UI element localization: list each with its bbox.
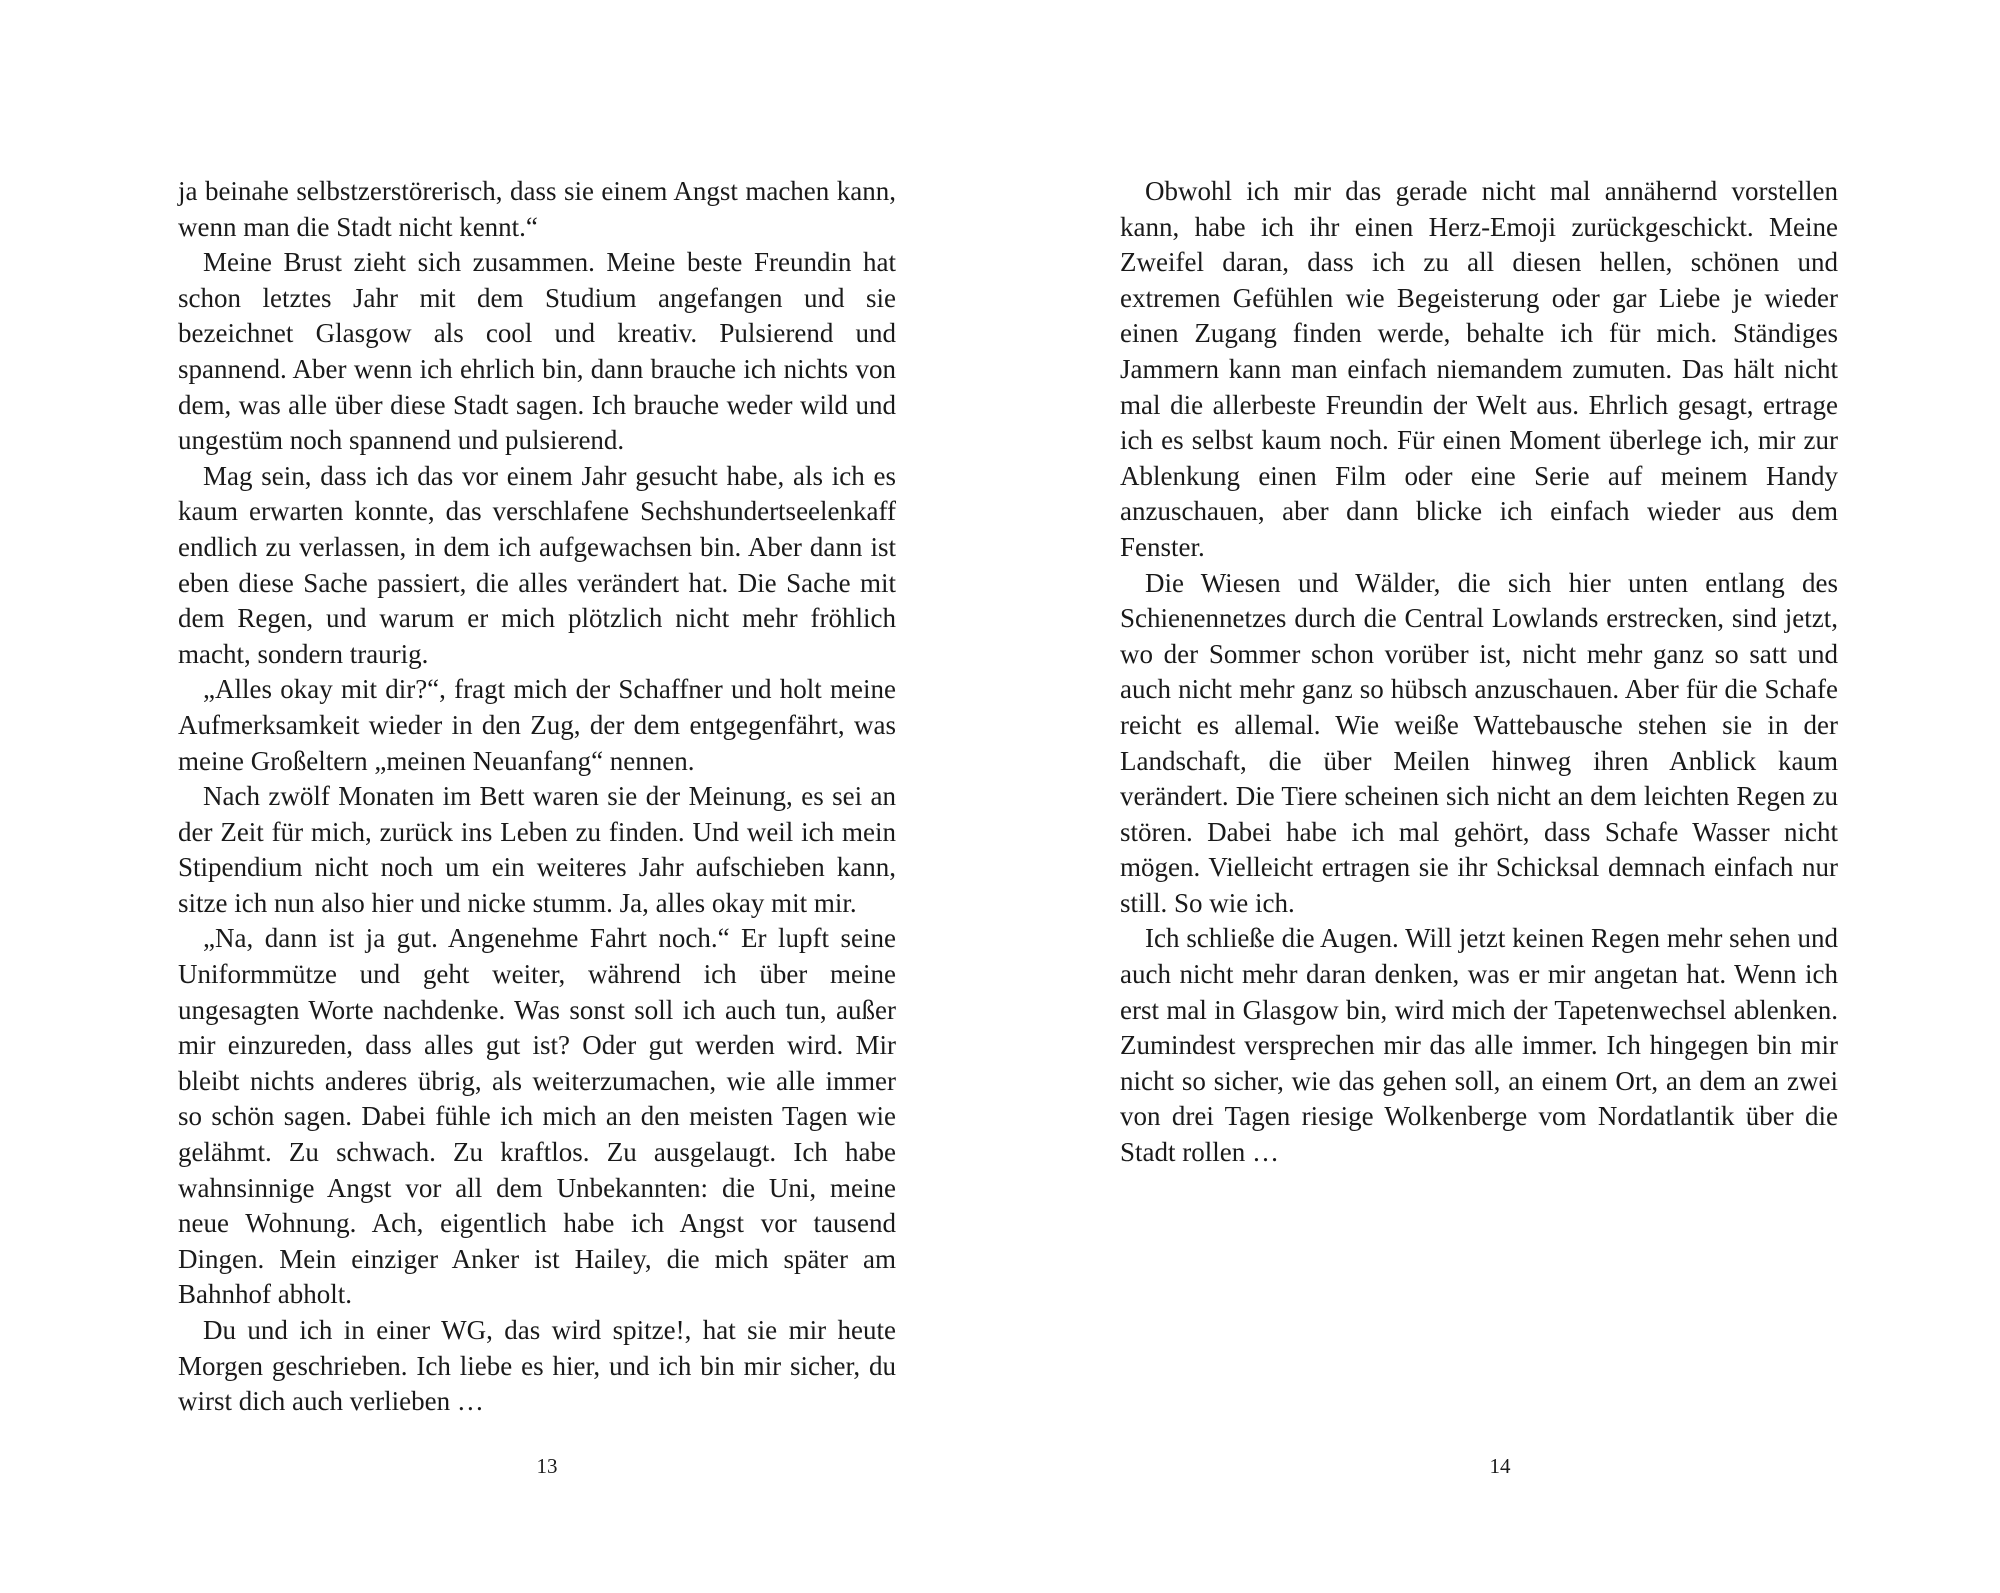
paragraph: Ich schließe die Augen. Will jetzt keinen Regen mehr sehen und auch nicht mehr daran denken, was er mir angetan hat. Wenn ich erst mal in Glasgow bin, wird mich der Tapetenwechsel ablenken. Zumindest versprechen mir das alle immer. Ich hingegen bin mir nicht so sicher, wie das gehen soll, an einem Ort, an dem an zwei von drei Tagen riesige Wolkenberge vom Nordatlantik über die Stadt rollen …	[1120, 923, 1838, 1168]
paragraph: „Alles okay mit dir?“, fragt mich der Schaffner und holt meine Aufmerksamkeit wieder in den Zug, der dem entgegenfährt, was meine Großeltern „meinen Neuanfang“ nennen.	[178, 674, 896, 776]
page-number: 14	[1489, 1454, 1511, 1478]
paragraph: ja beinahe selbstzerstörerisch, dass sie einem Angst machen kann, wenn man die Stadt nicht kennt.“	[178, 176, 896, 242]
page-number: 13	[536, 1454, 558, 1478]
paragraph: „Na, dann ist ja gut. Angenehme Fahrt noch.“ Er lupft seine Uniformmütze und geht weiter, während ich über meine ungesagten Worte nachdenke. Was sonst soll ich auch tun, außer mir einzureden, dass alles gut ist? Oder gut werden wird. Mir bleibt nichts anderes übrig, als weiterzumachen, wie alle immer so schön sagen. Dabei fühle ich mich an den meisten Tagen wie gelähmt. Zu schwach. Zu kraftlos. Zu ausgelaugt. Ich habe wahnsinnige Angst vor all dem Unbekannten: die Uni, meine neue Wohnung. Ach, eigentlich habe ich Angst vor tausend Dingen. Mein einziger Anker ist Hailey, die mich später am Bahnhof abholt.	[178, 923, 896, 1310]
left-page-text	[178, 174, 896, 1420]
right-page-text	[1120, 174, 1838, 1171]
paragraph: Die Wiesen und Wälder, die sich hier unten entlang des Schienennetzes durch die Central Lowlands erstrecken, sind jetzt, wo der Sommer schon vorüber ist, nicht mehr ganz so satt und auch nicht mehr ganz so hübsch anzuschauen. Aber für die Schafe reicht es allemal. Wie weiße Wattebausche stehen sie in der Landschaft, die über Meilen hinweg ihren Anblick kaum verändert. Die Tiere scheinen sich nicht an dem leichten Regen zu stören. Dabei habe ich mal gehört, dass Schafe Wasser nicht mögen. Vielleicht ertragen sie ihr Schicksal demnach einfach nur still. So wie ich.	[1120, 567, 1838, 918]
paragraph: Meine Brust zieht sich zusammen. Meine beste Freundin hat schon letztes Jahr mit dem Studium angefangen und sie bezeichnet Glasgow als cool und kreativ. Pulsierend und spannend. Aber wenn ich ehrlich bin, dann brauche ich nichts von dem, was alle über diese Stadt sagen. Ich brauche weder wild und ungestüm noch spannend und pulsierend.	[178, 247, 896, 456]
paragraph: Obwohl ich mir das gerade nicht mal annähernd vorstellen kann, habe ich ihr einen Herz-Emoji zurückgeschickt. Meine Zweifel daran, dass ich zu all diesen hellen, schönen und extremen Gefühlen wie Begeisterung oder gar Liebe je wieder einen Zugang finden werde, behalte ich für mich. Ständiges Jammern kann man einfach niemandem zumuten. Das hält nicht mal die allerbeste Freundin der Welt aus. Ehrlich gesagt, ertrage ich es selbst kaum noch. Für einen Moment überlege ich, mir zur Ablenkung einen Film oder eine Serie auf meinem Handy anzuschauen, aber dann blicke ich einfach wieder aus dem Fenster.	[1120, 176, 1838, 562]
right-page	[1000, 0, 2000, 1593]
paragraph: Mag sein, dass ich das vor einem Jahr gesucht habe, als ich es kaum erwarten konnte, das verschlafene Sechshundertseelenkaff endlich zu verlassen, in dem ich aufgewachsen bin. Aber dann ist eben diese Sache passiert, die alles verändert hat. Die Sache mit dem Regen, und warum er mich plötzlich nicht mehr fröhlich macht, sondern traurig.	[178, 460, 896, 669]
paragraph: Du und ich in einer WG, das wird spitze!, hat sie mir heute Morgen geschrieben. Ich liebe es hier, und ich bin mir sicher, du wirst dich auch verlieben …	[178, 1315, 896, 1417]
paragraph: Nach zwölf Monaten im Bett waren sie der Meinung, es sei an der Zeit für mich, zurück ins Leben zu finden. Und weil ich mein Stipendium nicht noch um ein weiteres Jahr aufschieben kann, sitze ich nun also hier und nicke stumm. Ja, alles okay mit mir.	[178, 781, 896, 918]
